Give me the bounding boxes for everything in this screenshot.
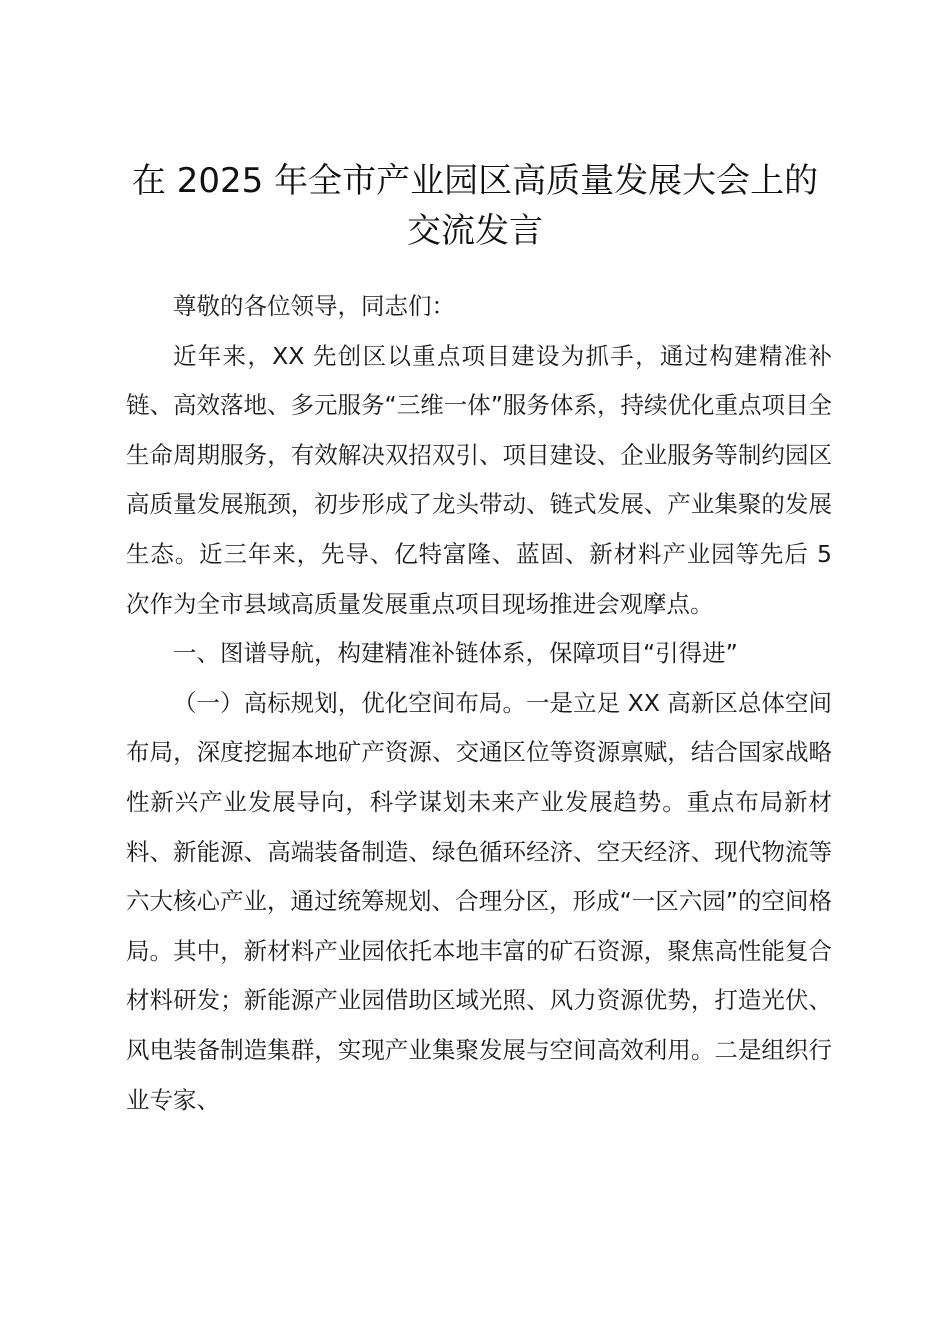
title-line-2: 交流发言	[407, 211, 543, 251]
section-heading-1: 一、图谱导航，构建精准补链体系，保障项目“引得进”	[173, 639, 738, 668]
intro-paragraph: 近年来，XX 先创区以重点项目建设为抓手，通过构建精准补链、高效落地、多元服务“三维一体”服务体系，持续优化重点项目全生命周期服务，有效解决双招双引、项目建设、企业服务等制约园区高质量发展瓶颈，初步形成了龙头带动、链式发展、产业集聚的发展生态。近三年来，先导、亿特富隆、蓝固、新材料产业园等先后 5 次作为全市县域高质量发展重点项目现场推进会观摩点。	[126, 341, 832, 618]
title-line-1: 在 2025 年全市产业园区高质量发展大会上的	[131, 161, 819, 201]
subsection-paragraph-1: （一）高标规划，优化空间布局。一是立足 XX 高新区总体空间布局，深度挖掘本地矿产资源、交通区位等资源禀赋，结合国家战略性新兴产业发展导向，科学谋划未来产业发展趋势。重点布局新材料、新能源、高端装备制造、绿色循环经济、空天经济、现代物流等六大核心产业，通过统筹规划、合理分区，形成“一区六园”的空间格局。其中，新材料产业园依托本地丰富的矿石资源，聚焦高性能复合材料研发；新能源产业园借助区域光照、风力资源优势，打造光伏、风电装备制造集群，实现产业集聚发展与空间高效利用。二是组织行业专家、	[126, 688, 832, 1114]
document-title	[100, 156, 850, 256]
salutation: 尊敬的各位领导，同志们：	[173, 292, 455, 320]
document-body	[126, 282, 832, 1125]
